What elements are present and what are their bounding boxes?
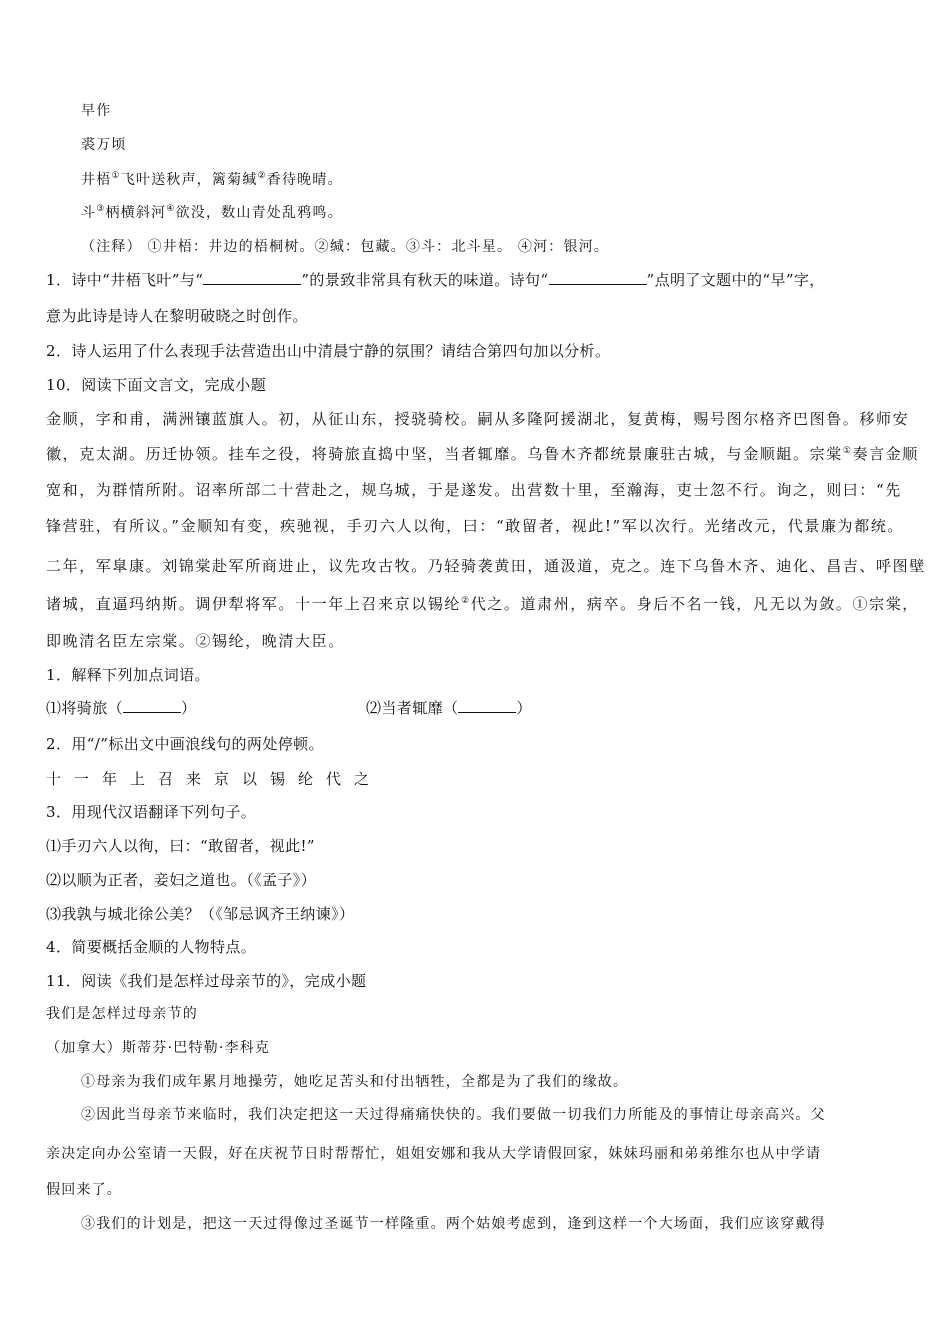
q11-article-author: （加拿大）斯蒂芬·巴特勒·李科克 bbox=[46, 1040, 271, 1056]
q10-heading: 10．阅读下面文言文，完成小题 bbox=[46, 376, 267, 394]
article-paragraph: 假回来了。 bbox=[46, 1182, 122, 1198]
poem-question-2: 2．诗人运用了什么表现手法营造出山中清晨宁静的氛围？请结合第四句加以分析。 bbox=[46, 342, 611, 360]
q11-heading: 11．阅读《我们是怎样过母亲节的》，完成小题 bbox=[46, 972, 367, 990]
passage-line: 徽，克太湖。历迁协领。挂车之役，将骑旅直捣中坚，当者辄靡。乌鲁木齐都统景廉驻古城，与金顺龃。宗棠①奏言金顺 bbox=[46, 445, 919, 463]
passage-line: 金顺，字和甫，满洲镶蓝旗人。初，从征山东，授骁骑校。嗣从多隆阿援湖北，复黄梅，赐号图尔格齐巴图鲁。移师安 bbox=[46, 410, 910, 428]
answer-blank[interactable] bbox=[123, 698, 181, 713]
passage-line: 二年，军皐康。刘锦棠赴军所商进止，议先攻古牧。乃轻骑袭黄田，通汲道，克之。连下乌鲁木齐、迪化、昌吉、呼图壁 bbox=[46, 557, 926, 575]
passage-line: 宽和，为群情所附。诏率所部二十营赴之，规乌城，于是遂发。出营数十里，至瀚海，吏士忽不行。询之，则曰：“先 bbox=[46, 481, 902, 499]
q10-sub1: 1．解释下列加点词语。 bbox=[46, 666, 210, 684]
q11-article-title: 我们是怎样过母亲节的 bbox=[46, 1006, 198, 1022]
q10-sub3: 3．用现代汉语翻译下列句子。 bbox=[46, 803, 257, 821]
passage-line: 即晚清名臣左宗棠。②锡纶，晚清大臣。 bbox=[46, 632, 345, 650]
poem-line-2: 斗③柄横斜河④欲没，数山青处乱鸦鸣。 bbox=[81, 204, 343, 221]
q10-sub4: 4．简要概括金顺的人物特点。 bbox=[46, 938, 257, 956]
poem-line-1: 井梧①飞叶送秋声，篱菊缄②香待晚晴。 bbox=[81, 171, 343, 188]
q10-sub3-item: ⑴手刃六人以徇，曰：“敢留者，视此!” bbox=[46, 837, 315, 855]
answer-blank[interactable] bbox=[203, 270, 301, 285]
poem-question-1: 1．诗中“井梧飞叶”与“ ”的景致非常具有秋天的味道。诗句“ ”点明了文题中的“早”字， bbox=[46, 271, 825, 289]
answer-blank[interactable] bbox=[549, 270, 647, 285]
q10-sub2: 2．用“/”标出文中画浪线句的两处停顿。 bbox=[46, 735, 324, 753]
poem-title: 早作 bbox=[81, 103, 112, 119]
q10-sub1-b: ⑵当者辄靡（ ） bbox=[366, 699, 532, 717]
poem-question-1-cont: 意为此诗是诗人在黎明破晓之时创作。 bbox=[46, 307, 308, 325]
q10-sub2-sentence: 十一年上召来京以锡纶代之 bbox=[46, 770, 383, 788]
article-paragraph: ①母亲为我们成年累月地操劳，她吃足苦头和付出牺牲，全都是为了我们的缘故。 bbox=[81, 1074, 629, 1090]
q10-sub1-a: ⑴将骑旅（ ） bbox=[46, 699, 197, 717]
passage-line: 诸城，直逼玛纳斯。调伊犁将军。十一年上召来京以锡纶②代之。道肃州，病卒。身后不名一钱，凡无以为敛。①宗棠， bbox=[46, 595, 919, 613]
passage-line: 锋营驻，有所议。”金顺知有变，疾驰视，手刃六人以徇，曰：“敢留者，视此!”军以次行。光绪改元，代景廉为都统。 bbox=[46, 517, 904, 535]
article-paragraph: ②因此当母亲节来临时，我们决定把这一天过得痛痛快快的。我们要做一切我们力所能及的事情让母亲高兴。父 bbox=[81, 1107, 826, 1123]
article-paragraph: ③我们的计划是，把这一天过得像过圣诞节一样隆重。两个姑娘考虑到，逢到这样一个大场面，我们应该穿戴得 bbox=[81, 1216, 826, 1232]
q10-sub3-item: ⑶我孰与城北徐公美？（《邹忌讽齐王纳谏》） bbox=[46, 905, 355, 923]
article-paragraph: 亲决定向办公室请一天假，好在庆祝节日时帮帮忙，姐姐安娜和我从大学请假回家，妹妹玛丽和弟弟维尔也从中学请 bbox=[46, 1146, 822, 1162]
poem-notes: （注释） ①井梧：井边的梧桐树。②缄：包藏。③斗：北斗星。 ④河：银河。 bbox=[81, 239, 610, 255]
answer-blank[interactable] bbox=[458, 698, 516, 713]
q10-sub3-item: ⑵以顺为正者，妾妇之道也。（《孟子》） bbox=[46, 871, 317, 889]
poem-author: 裘万顷 bbox=[81, 137, 127, 153]
